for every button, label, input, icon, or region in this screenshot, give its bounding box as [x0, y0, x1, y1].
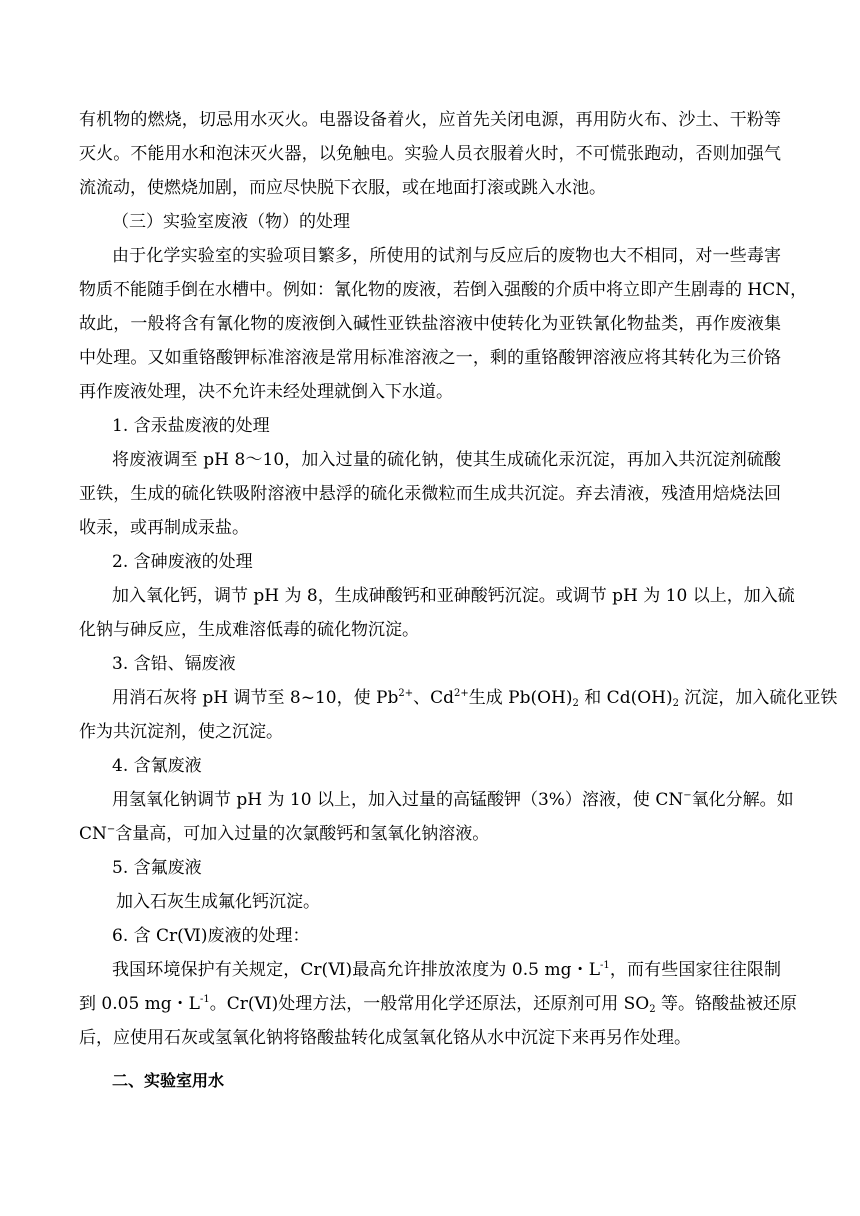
- item-3-line-1: 用消石灰将 pH 调节至 8~10，使 $Pb^{2+}$、$Cd^{2+}$生成 $Pb(OH)_2$ 和 $Cd(OH)_2$ 沉淀，加入硫化亚铁: [112, 688, 838, 709]
- item-3-line-2: 作为共沉淀剂，使之沉淀。: [79, 722, 283, 742]
- waste-paragraph-line-2: 物质不能随手倒在水槽中。例如：氰化物的废液，若倒入强酸的介质中将立即产生剧毒的 HCN，: [79, 280, 808, 300]
- item-4-line-1: 用氢氧化钠调节 pH 为 10 以上，加入过量的高锰酸钾（3%）溶液，使 CN−氧化分解。如: [112, 790, 794, 810]
- item-3-title: 3. 含铅、镉废液: [112, 654, 236, 674]
- fire-paragraph-line-3: 流流动，使燃烧加剧，而应尽快脱下衣服，或在地面打滚或跳入水池。: [79, 178, 606, 198]
- item-5-line-1: 加入石灰生成氟化钙沉淀。: [116, 892, 320, 912]
- item-6-line-3: 后，应使用石灰或氢氧化钠将铬酸盐转化成氢氧化铬从水中沉淀下来再另作处理。: [79, 1028, 691, 1048]
- item-1-line-3: 收汞，或再制成汞盐。: [79, 518, 249, 538]
- item-6-title: 6. 含 Cr(Ⅵ)废液的处理：: [112, 926, 310, 946]
- item-2-title: 2. 含砷废液的处理: [112, 552, 253, 572]
- item-6-line-2: 到 0.05 mg・$L^{-1}$。Cr(Ⅵ)处理方法，一般常用化学还原法，还原剂可用 $SO_2$ 等。铬酸盐被还原: [79, 994, 797, 1015]
- fire-paragraph-line-2: 灭火。不能用水和泡沫灭火器，以免触电。实验人员衣服着火时，不可慌张跑动，否则加强气: [79, 144, 781, 164]
- item-2-line-1: 加入氧化钙，调节 pH 为 8，生成砷酸钙和亚砷酸钙沉淀。或调节 pH 为 10 以上，加入硫: [112, 586, 795, 606]
- item-4-title: 4. 含氰废液: [112, 756, 202, 776]
- item-1-line-2: 亚铁，生成的硫化铁吸附溶液中悬浮的硫化汞微粒而生成共沉淀。弃去清液，残渣用焙烧法回: [79, 484, 781, 504]
- item-6-line-1: 我国环境保护有关规定，Cr(Ⅵ)最高允许排放浓度为 0.5 mg・$L^{-1}$，而有些国家往往限制: [112, 960, 781, 980]
- waste-paragraph-line-3: 故此，一般将含有氰化物的废液倒入碱性亚铁盐溶液中使转化为亚铁氰化物盐类，再作废液集: [79, 314, 781, 334]
- waste-paragraph-line-5: 再作废液处理，决不允许未经处理就倒入下水道。: [79, 382, 453, 402]
- waste-paragraph-line-1: 由于化学实验室的实验项目繁多，所使用的试剂与反应后的废物也大不相同，对一些毒害: [112, 246, 781, 266]
- section-heading-lab-water: 二、实验室用水: [112, 1071, 225, 1090]
- item-2-line-2: 化钠与砷反应，生成难溶低毒的硫化物沉淀。: [79, 620, 419, 640]
- item-4-line-2: CN−含量高，可加入过量的次氯酸钙和氢氧化钠溶液。: [79, 824, 490, 844]
- item-5-title: 5. 含氟废液: [112, 858, 202, 878]
- fire-paragraph-line-1: 有机物的燃烧，切忌用水灭火。电器设备着火，应首先关闭电源，再用防火布、沙土、干粉等: [79, 110, 781, 130]
- waste-paragraph-line-4: 中处理。又如重铬酸钾标准溶液是常用标准溶液之一，剩的重铬酸钾溶液应将其转化为三价铬: [79, 348, 781, 368]
- item-1-line-1: 将废液调至 pH 8～10，加入过量的硫化钠，使其生成硫化汞沉淀，再加入共沉淀剂硫酸: [112, 450, 781, 470]
- section-title-waste-handling: （三）实验室废液（物）的处理: [112, 212, 350, 232]
- item-1-title: 1. 含汞盐废液的处理: [112, 416, 270, 436]
